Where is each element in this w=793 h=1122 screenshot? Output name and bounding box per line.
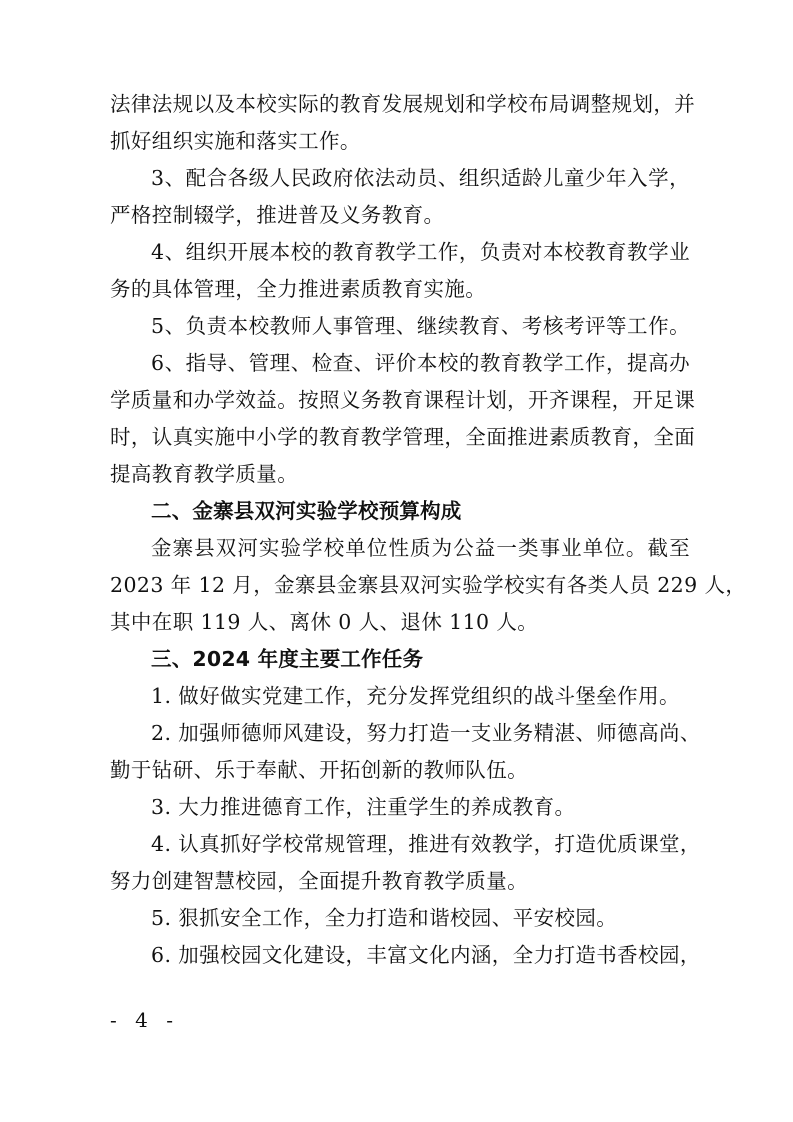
text-line: 务的具体管理，全力推进素质教育实施。 (110, 277, 487, 301)
text-line: 其中在职 119 人、离休 0 人、退休 110 人。 (110, 610, 539, 634)
text-line: 3、配合各级人民政府依法动员、组织适龄儿童少年入学， (151, 166, 690, 190)
text-line: 4、组织开展本校的教育教学工作，负责对本校教育教学业 (151, 240, 690, 264)
text-line: 抓好组织实施和落实工作。 (110, 129, 361, 153)
text-line: 提高教育教学质量。 (110, 462, 299, 486)
text-line: 3. 大力推进德育工作，注重学生的养成教育。 (151, 795, 576, 819)
text-line: 1. 做好做实党建工作，充分发挥党组织的战斗堡垒作用。 (151, 684, 680, 708)
text-line: 努力创建智慧校园，全面提升教育教学质量。 (110, 869, 528, 893)
text-line: 4. 认真抓好学校常规管理，推进有效教学，打造优质课堂， (151, 832, 701, 856)
text-line: 学质量和办学效益。按照义务教育课程计划，开齐课程，开足课 (110, 388, 696, 412)
text-line: 5、负责本校教师人事管理、继续教育、考核考评等工作。 (151, 314, 690, 338)
text-line: 法律法规以及本校实际的教育发展规划和学校布局调整规划，并 (110, 92, 696, 116)
text-line: 金寨县双河实验学校单位性质为公益一类事业单位。截至 (151, 536, 690, 560)
page-number: - 4 - (110, 1008, 179, 1032)
section-heading: 二、金寨县双河实验学校预算构成 (151, 499, 462, 523)
section-heading: 三、2024 年度主要工作任务 (151, 647, 424, 671)
text-line: 2. 加强师德师风建设，努力打造一支业务精湛、师德高尚、 (151, 721, 701, 745)
text-line: 6、指导、管理、检查、评价本校的教育教学工作，提高办 (151, 351, 690, 375)
document-body (110, 86, 747, 974)
text-line: 勤于钻研、乐于奉献、开拓创新的教师队伍。 (110, 758, 528, 782)
text-line: 5. 狠抓安全工作，全力打造和谐校园、平安校园。 (151, 906, 618, 930)
text-line: 时，认真实施中小学的教育教学管理，全面推进素质教育，全面 (110, 425, 696, 449)
text-line: 6. 加强校园文化建设，丰富文化内涵，全力打造书香校园， (151, 943, 701, 967)
text-line: 严格控制辍学，推进普及义务教育。 (110, 203, 445, 227)
text-line: 2023 年 12 月，金寨县金寨县双河实验学校实有各类人员 229 人， (110, 573, 747, 597)
